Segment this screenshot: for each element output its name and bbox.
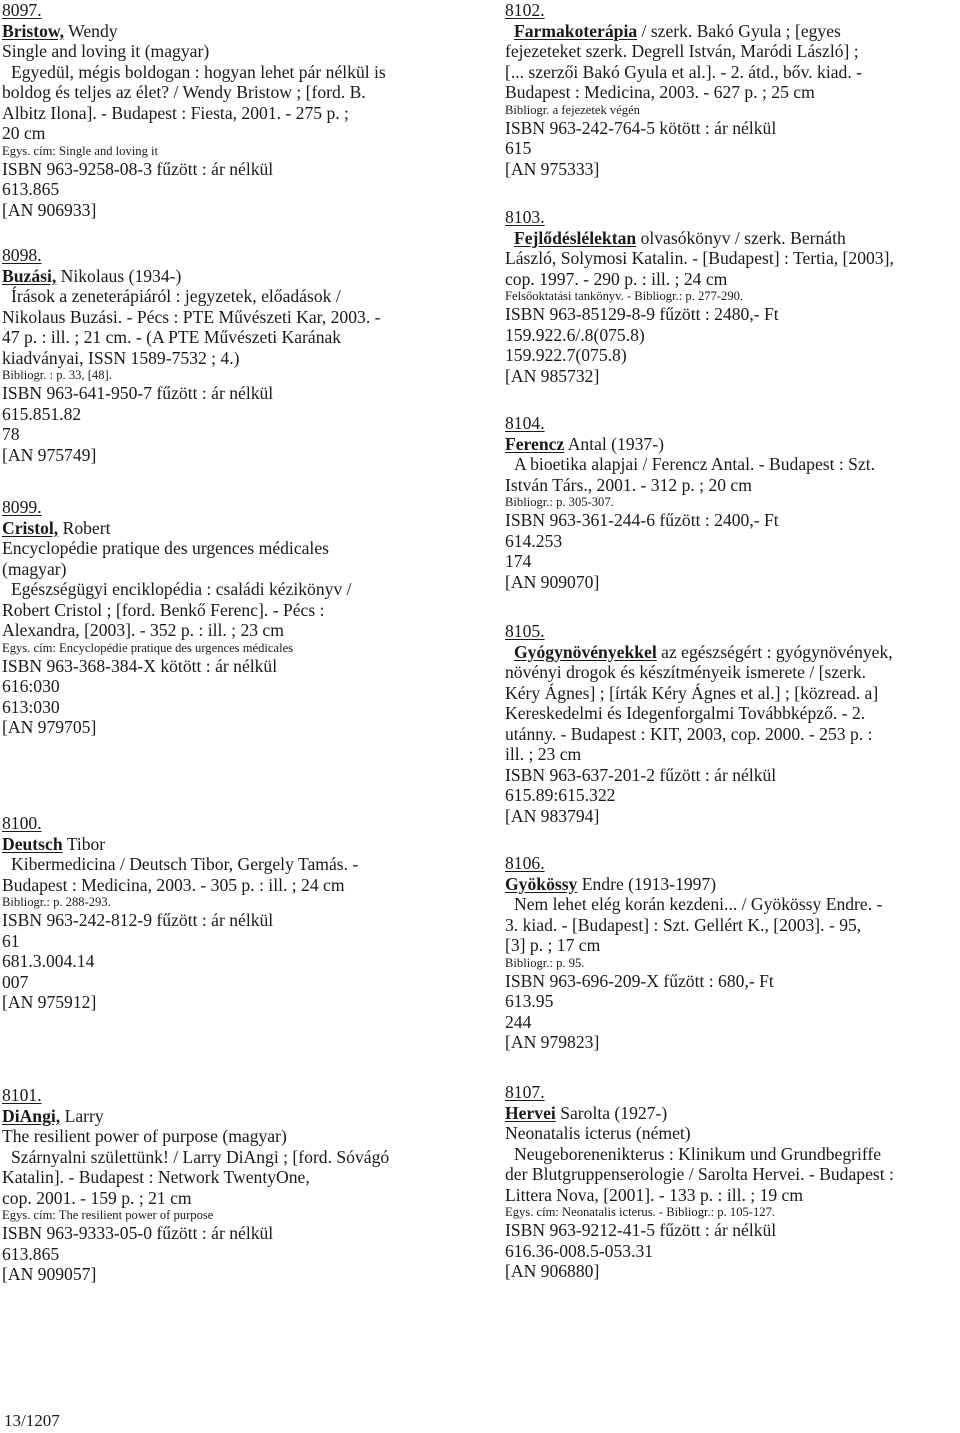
text-line: Nikolaus Buzási. - Pécs : PTE Művészeti Kar, 2003. -	[2, 306, 381, 327]
catalog-entry	[505, 1082, 957, 1282]
text-line: 244	[505, 1011, 532, 1032]
entry-number: 8099.	[2, 497, 42, 517]
text-line: 20 cm	[2, 123, 46, 143]
text-line: kiadványai, ISSN 1589-7532 ; 4.)	[2, 347, 240, 368]
text-line: Albitz Ilona]. - Budapest : Fiesta, 2001. - 275 p. ;	[2, 102, 349, 123]
heading-line: Buzási, Nikolaus (1934-)	[2, 265, 182, 286]
text-line: The resilient power of purpose (magyar)	[2, 1126, 287, 1146]
note-line: Felsőoktatási tankönyv. - Bibliogr.: p. 277-290.	[505, 289, 744, 303]
text-line: 613:030	[2, 696, 60, 717]
text-line: ISBN 963-368-384-X kötött : ár nélkül	[2, 655, 278, 676]
text-line: 613.95	[505, 991, 554, 1011]
text-line: Szárnyalni születtünk! / Larry DiAngi ; [ford. Sóvágó	[11, 1146, 390, 1167]
catalog-entry	[2, 813, 454, 1013]
text-line: (magyar)	[2, 558, 67, 579]
heading-line: Fejlődéslélektan olvasókönyv / szerk. Bernáth	[514, 227, 846, 248]
text-line: [AN 983794]	[505, 805, 600, 826]
text-line: Alexandra, [2003]. - 352 p. : ill. ; 23 cm	[2, 620, 284, 640]
text-line: Littera Nova, [2001]. - 133 p. : ill. ; 19 cm	[505, 1184, 804, 1205]
catalog-entry	[2, 0, 454, 220]
text-line: 61	[2, 930, 20, 951]
text-line: Encyclopédie pratique des urgences médicales	[2, 538, 329, 558]
text-line: 681.3.004.14	[2, 951, 95, 971]
text-line: [AN 906880]	[505, 1261, 600, 1281]
note-line: Bibliogr.: p. 288-293.	[2, 895, 111, 909]
text-line: fejezeteket szerk. Degrell István, Maródi László] ;	[505, 41, 859, 61]
text-line: [AN 985732]	[505, 365, 600, 386]
heading-line: Cristol, Robert	[2, 517, 111, 538]
text-line: Budapest : Medicina, 2003. - 305 p. : ill. ; 24 cm	[2, 874, 345, 895]
entry-number: 8105.	[505, 621, 545, 641]
note-line: Egys. cím: The resilient power of purpose	[2, 1208, 214, 1222]
entry-number: 8098.	[2, 245, 42, 265]
text-line: Neugeborenenikterus : Klinikum und Grundbegriffe	[514, 1143, 882, 1164]
note-line: Bibliogr. a fejezetek végén	[505, 102, 640, 117]
heading-term: Farmakoterápia	[514, 20, 638, 41]
heading-line: Ferencz Antal (1937-)	[505, 433, 664, 454]
note-line: Egys. cím: Single and loving it	[2, 143, 159, 158]
text-line: 613.865	[2, 179, 60, 199]
heading-term: Bristow,	[2, 20, 65, 41]
text-line: ISBN 963-637-201-2 fűzött : ár nélkül	[505, 764, 777, 785]
text-line: ill. ; 23 cm	[505, 744, 582, 764]
text-line: Kéry Ágnes] ; [írták Kéry Ágnes et al.] ; [közread. a]	[505, 682, 879, 703]
text-line: ISBN 963-9258-08-3 fűzött : ár nélkül	[2, 158, 274, 179]
text-line: 616:030	[2, 676, 60, 696]
note-line: Bibliogr.: p. 95.	[505, 955, 585, 970]
heading-line: Gyökössy Endre (1913-1997)	[505, 873, 717, 894]
heading-term: Fejlődéslélektan	[514, 227, 637, 248]
text-line: utánny. - Budapest : KIT, 2003, cop. 2000. - 253 p. :	[505, 723, 873, 744]
entry-number: 8103.	[505, 207, 545, 227]
text-line: ISBN 963-9333-05-0 fűzött : ár nélkül	[2, 1223, 274, 1243]
text-line: 613.865	[2, 1243, 60, 1264]
heading-term: Hervei	[505, 1102, 556, 1123]
text-line: ISBN 963-85129-8-9 fűzött : 2480,- Ft	[505, 304, 779, 324]
entry-number: 8104.	[505, 413, 545, 433]
text-line: 3. kiad. - [Budapest] : Szt. Gellért K., [2003]. - 95,	[505, 914, 862, 935]
text-line: [AN 979705]	[2, 717, 97, 737]
entry-number: 8107.	[505, 1082, 545, 1102]
text-line: [AN 979823]	[505, 1032, 600, 1052]
text-line: ISBN 963-9212-41-5 fűzött : ár nélkül	[505, 1220, 777, 1240]
entry-number: 8097.	[2, 0, 42, 20]
text-line: 614.253	[505, 530, 563, 551]
text-line: ISBN 963-242-764-5 kötött : ár nélkül	[505, 117, 777, 138]
text-line: cop. 1997. - 290 p. : ill. ; 24 cm	[505, 268, 728, 289]
note-line: Egys. cím: Neonatalis icterus. - Bibliogr.: p. 105-127.	[505, 1205, 776, 1219]
entry-number: 8101.	[2, 1085, 42, 1105]
text-line: László, Solymosi Katalin. - [Budapest] : Tertia, [2003],	[505, 248, 894, 268]
text-line: Single and loving it (magyar)	[2, 41, 210, 61]
text-line: Kibermedicina / Deutsch Tibor, Gergely Tamás. -	[11, 854, 359, 874]
catalog-entry	[505, 0, 957, 179]
heading-line: DiAngi, Larry	[2, 1105, 104, 1126]
text-line: [AN 906933]	[2, 199, 97, 220]
heading-line: Deutsch Tibor	[2, 833, 106, 854]
note-line: Bibliogr. : p. 33, [48].	[2, 368, 112, 382]
heading-term: DiAngi,	[2, 1105, 61, 1126]
heading-term: Gyökössy	[505, 873, 578, 894]
text-line: ISBN 963-361-244-6 fűzött : 2400,- Ft	[505, 510, 779, 530]
catalog-entry	[505, 853, 957, 1053]
heading-term: Gyógynövényekkel	[514, 641, 657, 662]
text-line: 47 p. : ill. ; 21 cm. - (A PTE Művészeti Karának	[2, 327, 342, 347]
catalog-entry	[2, 245, 454, 465]
heading-line: Hervei Sarolta (1927-)	[505, 1102, 668, 1123]
text-line: 174	[505, 551, 532, 571]
heading-line: Bristow, Wendy	[2, 20, 118, 41]
text-line: [AN 909057]	[2, 1264, 97, 1284]
text-line: Egészségügyi enciklopédia : családi kézikönyv /	[11, 579, 352, 599]
text-line: [AN 975749]	[2, 444, 97, 465]
entry-number: 8100.	[2, 813, 42, 833]
text-line: der Blutgruppenserologie / Sarolta Hervei. - Budapest :	[505, 1164, 894, 1184]
text-line: Neonatalis icterus (német)	[505, 1123, 691, 1143]
text-line: boldog és teljes az élet? / Wendy Bristow ; [ford. B.	[2, 82, 366, 102]
text-line: növényi drogok és készítményeik ismerete / [szerk.	[505, 662, 867, 682]
catalog-entry	[505, 621, 957, 826]
text-line: Katalin]. - Budapest : Network TwentyOne,	[2, 1167, 310, 1187]
heading-term: Deutsch	[2, 833, 63, 854]
text-line: ISBN 963-242-812-9 fűzött : ár nélkül	[2, 910, 274, 930]
text-line: [3] p. ; 17 cm	[505, 935, 601, 955]
catalog-entry	[2, 497, 454, 738]
heading-line: Farmakoterápia / szerk. Bakó Gyula ; [egyes	[514, 20, 841, 41]
page-number: 13/1207	[4, 1411, 60, 1430]
text-line: 615.89:615.322	[505, 785, 616, 805]
heading-term: Buzási,	[2, 265, 57, 286]
catalog-entry	[505, 413, 957, 592]
catalog-entry	[2, 1085, 454, 1285]
text-line: Nem lehet elég korán kezdeni... / Gyökössy Endre. -	[514, 894, 883, 914]
text-line: [AN 975333]	[505, 158, 600, 179]
heading-line: Gyógynövényekkel az egészségért : gyógynövények,	[514, 641, 893, 662]
text-line: 615	[505, 138, 532, 158]
text-line: 616.36-008.5-053.31	[505, 1240, 654, 1261]
entry-number: 8106.	[505, 853, 545, 873]
text-line: ISBN 963-641-950-7 fűzött : ár nélkül	[2, 383, 274, 403]
text-line: 159.922.7(075.8)	[505, 345, 627, 365]
text-line: [AN 975912]	[2, 992, 97, 1012]
text-line: ISBN 963-696-209-X fűzött : 680,- Ft	[505, 970, 774, 991]
text-line: 615.851.82	[2, 403, 82, 424]
text-line: 007	[2, 971, 29, 992]
note-line: Egys. cím: Encyclopédie pratique des urgences médicales	[2, 640, 294, 655]
text-line: [AN 909070]	[505, 571, 600, 592]
text-line: A bioetika alapjai / Ferencz Antal. - Budapest : Szt.	[514, 454, 876, 474]
text-line: [... szerzői Bakó Gyula et al.]. - 2. átd., bőv. kiad. -	[505, 61, 862, 82]
heading-term: Ferencz	[505, 433, 565, 454]
text-line: 159.922.6/.8(075.8)	[505, 324, 645, 345]
text-line: Budapest : Medicina, 2003. - 627 p. ; 25 cm	[505, 82, 815, 102]
text-line: Kereskedelmi és Idegenforgalmi Továbbképző. - 2.	[505, 703, 866, 723]
catalog-entry	[505, 207, 957, 386]
text-line: Egyedül, mégis boldogan : hogyan lehet pár nélkül is	[11, 61, 386, 82]
text-line: István Társ., 2001. - 312 p. ; 20 cm	[505, 474, 752, 495]
text-line: 78	[2, 424, 20, 444]
text-line: Robert Cristol ; [ford. Benkő Ferenc]. - Pécs :	[2, 599, 325, 620]
text-line: Írások a zeneterápiáról : jegyzetek, előadások /	[11, 286, 341, 306]
heading-term: Cristol,	[2, 517, 59, 538]
text-line: cop. 2001. - 159 p. ; 21 cm	[2, 1187, 192, 1208]
entry-number: 8102.	[505, 0, 545, 20]
note-line: Bibliogr.: p. 305-307.	[505, 495, 614, 509]
